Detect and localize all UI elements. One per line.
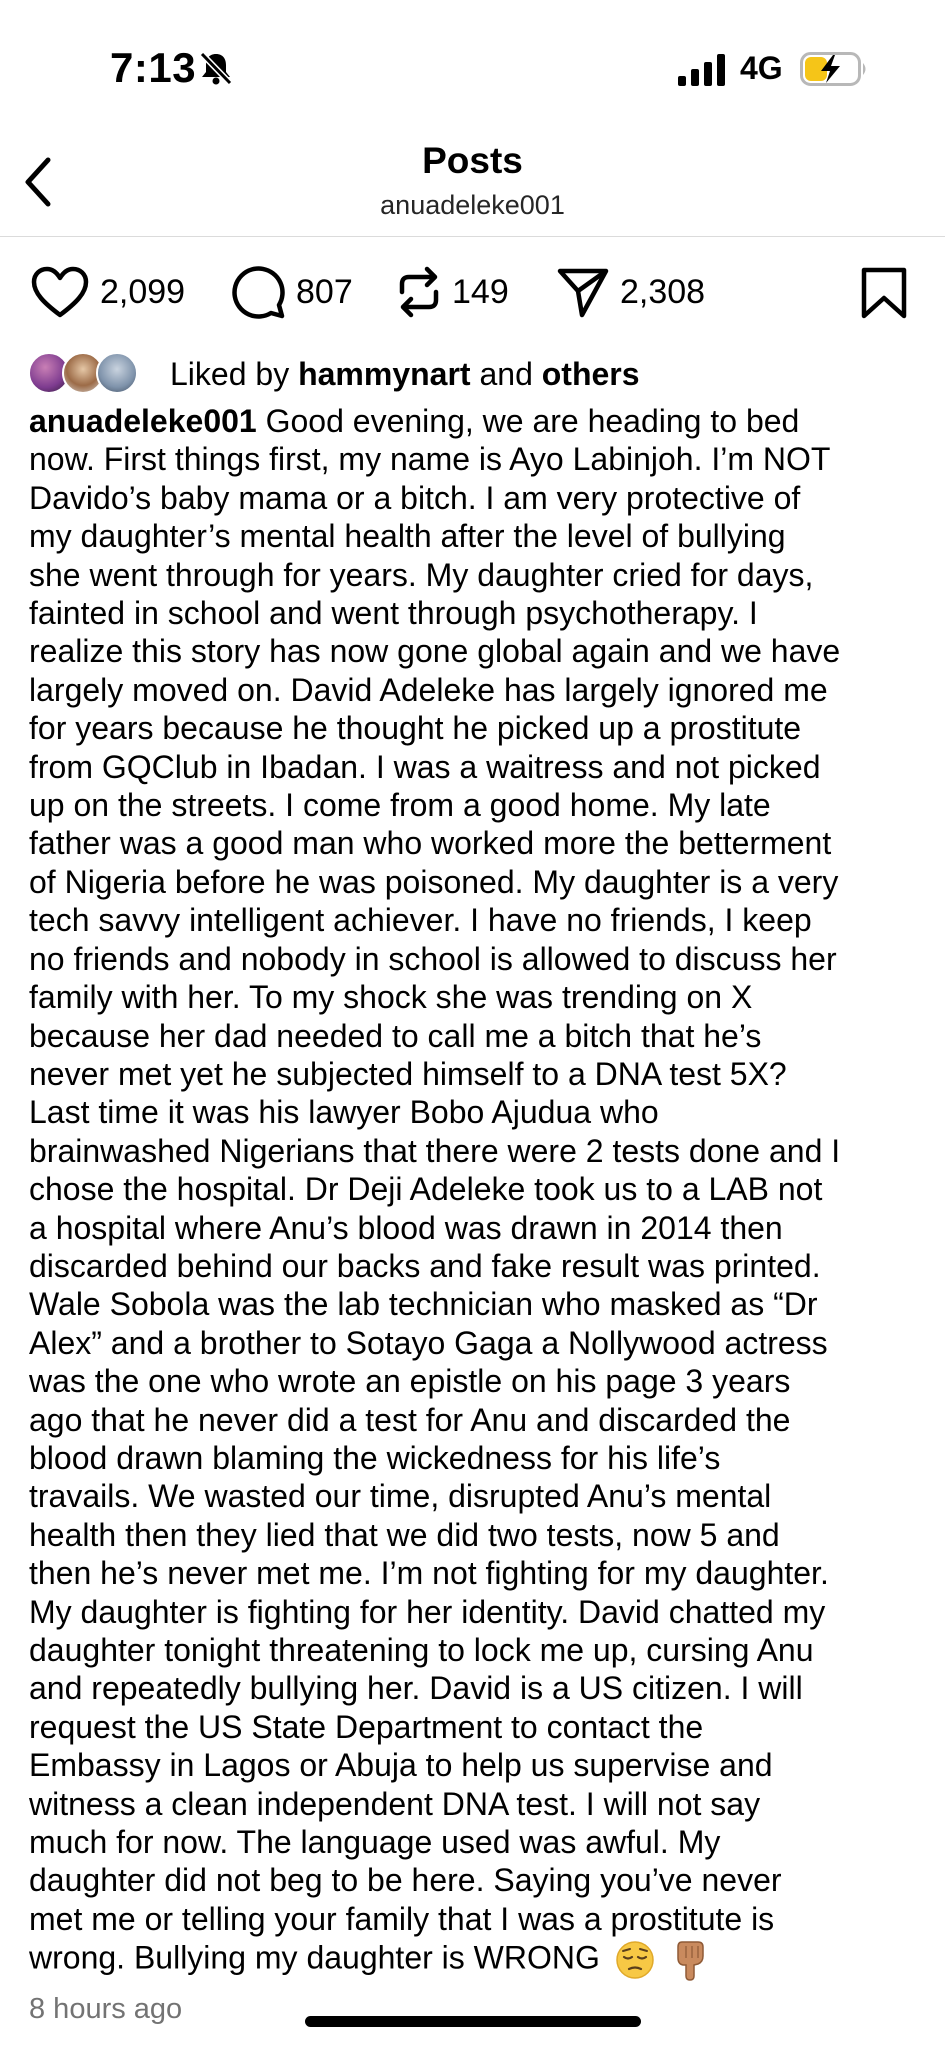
caption-line: of Nigeria before he was poisoned. My daughter is a very [29,863,839,900]
caption-line: witness a clean independent DNA test. I will not say [29,1785,761,1822]
caption-line: discarded behind our backs and fake result was printed. [29,1247,821,1284]
repost-count: 149 [452,272,509,311]
liked-by-and: and [479,355,533,392]
caption-line [29,1938,929,1982]
caption-line: Wale Sobola was the lab technician who masked as “Dr [29,1286,818,1323]
caption-line: she went through for years. My daughter cried for days, [29,556,814,593]
caption-line: travails. We wasted our time, disrupted Anu’s mental [29,1478,772,1515]
caption-line: daughter tonight threatening to lock me up, cursing Anu [29,1632,814,1668]
caption-line: daughter did not beg to be here. Saying you’ve never [29,1862,782,1899]
comment-count: 807 [296,272,353,311]
caption-line: and repeatedly bullying her. David is a US citizen. I will [29,1670,803,1707]
caption-line: father was a good man who worked more the betterment [29,825,832,862]
caption-line: realize this story has now gone global again and we have [29,633,841,670]
caption-username[interactable]: anuadeleke001 [29,403,257,439]
post-caption [29,402,929,1982]
caption-line: never met yet he subjected himself to a DNA test 5X? [29,1055,787,1092]
page-subtitle-username[interactable]: anuadeleke001 [380,190,565,220]
comment-icon[interactable] [230,264,286,320]
like-count: 2,099 [100,272,186,311]
status-bar [0,0,945,140]
caption-line: no friends and nobody in school is allowed to discuss her [29,940,837,977]
comment-action[interactable] [230,260,353,324]
liker-avatars [28,352,140,396]
caption-line: for years because he thought he picked up a prostitute [29,710,802,747]
caption-line: now. First things first, my name is Ayo Labinjoh. I’m NOT [29,441,831,478]
caption-line: up on the streets. I come from a good home. My late [29,787,771,824]
share-icon[interactable] [556,265,610,319]
caption-line: fainted in school and went through psychotherapy. I [29,595,758,632]
signal-bars-icon [678,54,728,86]
caption-line: ago that he never did a test for Anu and discarded the [29,1401,791,1438]
caption-line: Last time it was his lawyer Bobo Ajudua who [29,1094,659,1131]
status-time: 7:13 [110,44,197,91]
caption-line: from GQClub in Ibadan. I was a waitress and not picked [29,748,821,785]
like-action[interactable] [30,260,185,324]
caption-line: Alex” and a brother to Sotayo Gaga a Nollywood actress [29,1324,828,1361]
share-count: 2,308 [620,272,706,311]
caption-line: met me or telling your family that I was a prostitute is [29,1900,775,1937]
repost-icon[interactable] [396,264,442,320]
bell-slash-icon [198,50,234,86]
pointing-down-hand-emoji [670,1938,710,1982]
caption-line: then he’s never met me. I’m not fighting for my daughter. [29,1555,829,1592]
caption-line: My daughter is fighting for her identity. David chatted my [29,1593,826,1630]
bookmark-icon[interactable] [858,266,910,320]
caption-line: my daughter’s mental health after the level of bullying [29,518,786,555]
heart-icon[interactable] [30,265,90,319]
battery-charging-icon [800,52,870,86]
caption-line: family with her. To my shock she was trending on X [29,979,753,1016]
post-action-bar [0,260,945,324]
caption-line: chose the hospital. Dr Deji Adeleke took us to a LAB not [29,1171,823,1208]
caption-line: tech savvy intelligent achiever. I have no friends, I keep [29,902,812,939]
network-label: 4G [740,50,783,86]
liked-by-prefix: Liked by [170,355,290,392]
repost-action[interactable] [396,260,509,324]
liked-by-text [170,356,640,393]
header [0,140,945,237]
caption-line: brainwashed Nigerians that there were 2 tests done and I [29,1132,841,1169]
page-title: Posts [422,140,523,181]
caption-line [29,402,929,440]
caption-line: was the one who wrote an epistle on his page 3 years [29,1363,791,1400]
caption-line: health then they lied that we did two tests, now 5 and [29,1516,780,1553]
liked-by-row[interactable] [28,350,640,398]
caption-line: largely moved on. David Adeleke has largely ignored me [29,671,828,708]
avatar [96,352,138,394]
post-timestamp: 8 hours ago [29,1993,183,2025]
caption-line: much for now. The language used was awful. My [29,1824,721,1861]
share-action[interactable] [556,260,705,324]
liked-by-others[interactable]: others [541,355,640,392]
caption-line: request the US State Department to contact the [29,1708,704,1745]
pensive-face-emoji [615,1940,655,1980]
caption-line: because her dad needed to call me a bitch that he’s [29,1017,762,1054]
caption-text: wrong. Bullying my daughter is WRONG [29,1939,600,1976]
caption-text: Good evening, we are heading to bed [256,403,800,439]
caption-line: a hospital where Anu’s blood was drawn in 2014 then [29,1209,783,1246]
caption-line: Davido’s baby mama or a bitch. I am very protective of [29,479,801,516]
caption-line: Embassy in Lagos or Abuja to help us supervise and [29,1747,773,1784]
liker-username[interactable]: hammynart [298,355,471,392]
home-indicator[interactable] [305,2016,641,2027]
caption-line: blood drawn blaming the wickedness for his life’s [29,1439,721,1476]
